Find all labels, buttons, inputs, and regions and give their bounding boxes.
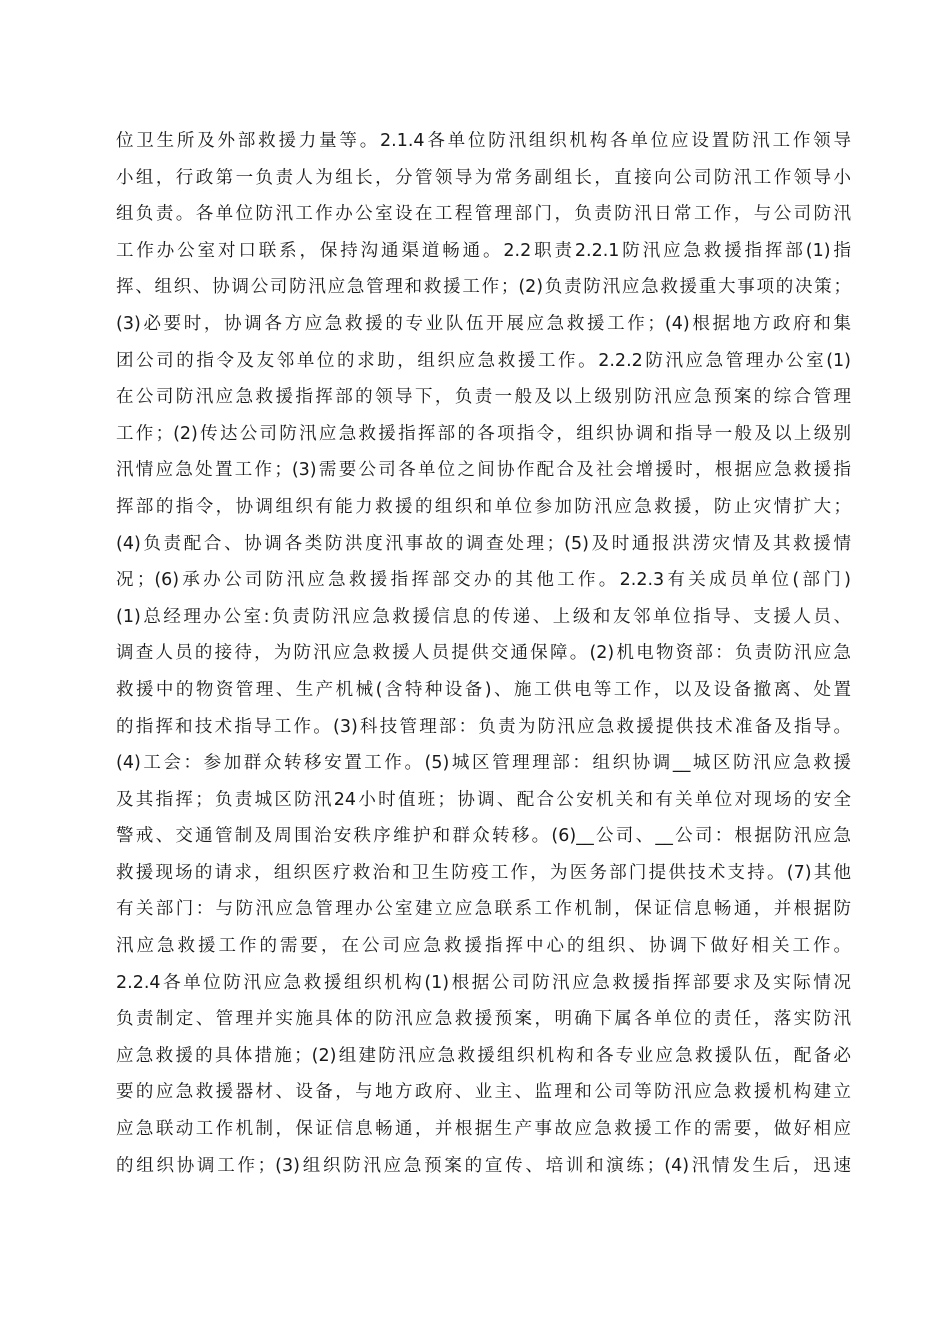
text-line: 调查人员的接待，为防汛应急救援人员提供交通保障。(2)机电物资部：负责防汛应急 [116, 643, 851, 664]
text-line: 负责制定、管理并实施具体的防汛应急救援预案，明确下属各单位的责任，落实防汛 [116, 1009, 851, 1030]
text-line: 2.2.4各单位防汛应急救援组织机构(1)根据公司防汛应急救援指挥部要求及实际情况 [116, 972, 851, 993]
text-line: (4)负责配合、协调各类防洪度汛事故的调查处理；(5)及时通报洪涝灾情及其救援情 [116, 533, 851, 554]
text-line: 的指挥和技术指导工作。(3)科技管理部：负责为防汛应急救援提供技术准备及指导。 [116, 716, 851, 737]
text-line: 工作办公室对口联系，保持沟通渠道畅通。2.2职责2.2.1防汛应急救援指挥部(1)指 [116, 240, 851, 261]
text-line: 工作；(2)传达公司防汛应急救援指挥部的各项指令，组织协调和指导一般及以上级别 [116, 423, 851, 444]
text-line: 警戒、交通管制及周围治安秩序维护和群众转移。(6)__公司、__公司：根据防汛应急 [116, 826, 851, 847]
text-line: 应急联动工作机制，保证信息畅通，并根据生产事故应急救援工作的需要，做好相应 [116, 1119, 851, 1140]
text-line: 要的应急救援器材、设备，与地方政府、业主、监理和公司等防汛应急救援机构建立 [116, 1082, 851, 1103]
text-line: 汛情应急处置工作；(3)需要公司各单位之间协作配合及社会增援时，根据应急救援指 [116, 460, 851, 481]
text-line: 救援现场的请求，组织医疗救治和卫生防疫工作，为医务部门提供技术支持。(7)其他 [116, 862, 851, 883]
text-line: (3)必要时，协调各方应急救援的专业队伍开展应急救援工作；(4)根据地方政府和集 [116, 313, 851, 334]
text-line: 汛应急救援工作的需要，在公司应急救援指挥中心的组织、协调下做好相关工作。 [116, 936, 851, 957]
text-line: 挥、组织、协调公司防汛应急管理和救援工作；(2)负责防汛应急救援重大事项的决策； [116, 277, 851, 298]
text-line: 及其指挥；负责城区防汛24小时值班；协调、配合公安机关和有关单位对现场的安全 [116, 789, 851, 810]
text-line: 在公司防汛应急救援指挥部的领导下，负责一般及以上级别防汛应急预案的综合管理 [116, 387, 851, 408]
text-line: 挥部的指令，协调组织有能力救援的组织和单位参加防汛应急救援，防止灾情扩大； [116, 496, 851, 517]
text-line: (1)总经理办公室:负责防汛应急救援信息的传递、上级和友邻单位指导、支援人员、 [116, 606, 851, 627]
text-line: (4)工会：参加群众转移安置工作。(5)城区管理理部：组织协调__城区防汛应急救援 [116, 753, 851, 774]
text-line: 团公司的指令及友邻单位的求助，组织应急救援工作。2.2.2防汛应急管理办公室(1) [116, 350, 851, 371]
text-line: 位卫生所及外部救援力量等。2.1.4各单位防汛组织机构各单位应设置防汛工作领导 [116, 131, 851, 151]
text-line: 有关部门：与防汛应急管理办公室建立应急联系工作机制，保证信息畅通，并根据防 [116, 899, 851, 920]
text-line: 的组织协调工作；(3)组织防汛应急预案的宣传、培训和演练；(4)汛情发生后，迅速 [116, 1155, 851, 1176]
body-text [116, 123, 851, 1184]
text-line: 小组，行政第一负责人为组长，分管领导为常务副组长，直接向公司防汛工作领导小 [116, 167, 851, 188]
text-line: 应急救援的具体措施；(2)组建防汛应急救援组织机构和各专业应急救援队伍，配备必 [116, 1045, 851, 1066]
text-line: 救援中的物资管理、生产机械(含特种设备)、施工供电等工作，以及设备撤离、处置 [116, 679, 851, 700]
text-line: 况；(6)承办公司防汛应急救援指挥部交办的其他工作。2.2.3有关成员单位(部门) [116, 570, 851, 591]
text-line: 组负责。各单位防汛工作办公室设在工程管理部门，负责防汛日常工作，与公司防汛 [116, 204, 851, 225]
